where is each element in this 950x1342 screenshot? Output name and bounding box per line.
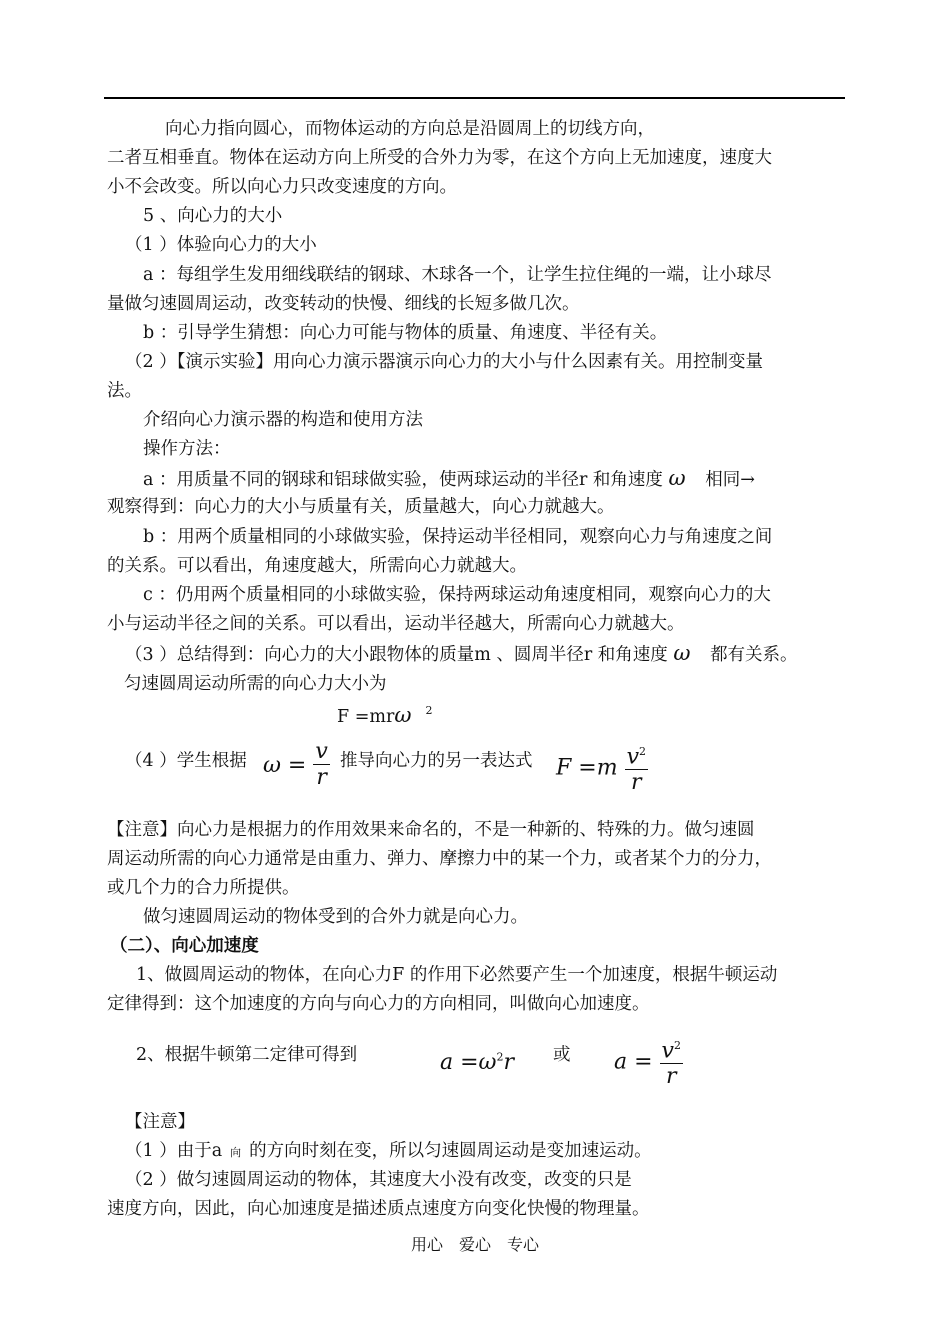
text-line: （4 ）学生根据 — [125, 751, 247, 771]
text-line: 2、根据牛顿第二定律可得到 — [136, 1045, 358, 1065]
numerator-var: v — [626, 744, 639, 770]
text-line: a ：每组学生发用细线联结的钢球、木球各一个，让学生拉住绳的一端，让小球尽 — [143, 265, 772, 285]
text-segment: a ：用质量不同的钢球和铝球做实验，使两球运动的半径r 和角速度 — [143, 470, 663, 490]
text-segment: （3 ）总结得到：向心力的大小跟物体的质量m 、圆周半径r 和角速度 — [125, 645, 668, 665]
subscript: 向 — [230, 1146, 242, 1159]
section-heading: （二）、向心加速度 — [110, 936, 259, 956]
formula-omega-v-r — [263, 740, 330, 791]
text-line: 或几个力的合力所提供。 — [107, 878, 300, 898]
text-segment: 相同→ — [705, 470, 755, 490]
formula-f-mv2-r — [556, 740, 648, 796]
formula-a-v2-r — [614, 1034, 683, 1090]
text-line: 向心力指向圆心，而物体运动的方向总是沿圆周上的切线方向， — [165, 119, 655, 139]
formula-centripetal-force — [337, 700, 432, 728]
subsection-heading: （1 ）体验向心力的大小 — [125, 235, 317, 255]
fraction — [313, 740, 329, 791]
formula-part: F =m — [556, 755, 618, 781]
header-rule — [104, 97, 845, 99]
text-segment: 都有关系。 — [710, 645, 798, 665]
section-heading: 5 、向心力的大小 — [143, 206, 283, 226]
note-line: 【注意】向心力是根据力的作用效果来命名的，不是一种新的、特殊的力。做匀速圆 — [107, 820, 755, 840]
note-heading: 【注意】 — [125, 1112, 195, 1132]
text-line: 推导向心力的另一表达式 — [340, 751, 533, 771]
text-line: 介绍向心力演示器的构造和使用方法 — [143, 410, 423, 430]
text-line: 小不会改变。所以向心力只改变速度的方向。 — [107, 177, 457, 197]
text-line: 操作方法： — [143, 439, 231, 459]
text-line: 法。 — [107, 381, 142, 401]
omega-symbol: ω — [394, 703, 412, 727]
exponent: 2 — [425, 704, 433, 717]
text-line: c ：仍用两个质量相同的小球做实验，保持两球运动角速度相同，观察向心力的大 — [143, 585, 771, 605]
text-line: 观察得到：向心力的大小与质量有关，质量越大，向心力就越大。 — [107, 497, 615, 517]
formula-part: a =ω — [440, 1050, 497, 1075]
text-line: 匀速圆周运动所需的向心力大小为 — [124, 674, 387, 694]
text-line: 二者互相垂直。物体在运动方向上所受的合外力为零，在这个方向上无加速度，速度大 — [107, 148, 772, 168]
formula-part: a = — [614, 1049, 653, 1075]
omega-symbol: ω — [668, 466, 686, 490]
denominator: r — [316, 765, 327, 790]
text-line: 小与运动半径之间的关系。可以看出，运动半径越大，所需向心力就越大。 — [107, 614, 685, 634]
text-line: 1、做圆周运动的物体，在向心力F 的作用下必然要产生一个加速度，根据牛顿运动 — [136, 965, 778, 985]
text-line — [125, 1140, 652, 1164]
text-line: 周运动所需的向心力通常是由重力、弹力、摩擦力中的某一个力，或者某个力的分力， — [107, 849, 772, 869]
page-footer: 用心 爱心 专心 — [410, 1235, 539, 1254]
text-line: 或 — [553, 1045, 571, 1065]
text-segment: 的方向时刻在变，所以匀速圆周运动是变加速运动。 — [249, 1141, 652, 1161]
exponent: 2 — [673, 1039, 681, 1052]
denominator: r — [631, 770, 642, 796]
text-line: 的关系。可以看出，角速度越大，所需向心力就越大。 — [107, 556, 527, 576]
text-line: b ：引导学生猜想：向心力可能与物体的质量、角速度、半径有关。 — [143, 323, 668, 343]
numerator — [660, 1034, 683, 1064]
fraction — [625, 740, 648, 796]
formula-a-omega2-r — [440, 1050, 514, 1075]
text-line: 做匀速圆周运动的物体受到的合外力就是向心力。 — [143, 907, 528, 927]
formula-part: F =mr — [337, 707, 395, 727]
text-line: 定律得到：这个加速度的方向与向心力的方向相同，叫做向心加速度。 — [107, 994, 650, 1014]
denominator: r — [666, 1064, 677, 1090]
text-segment: （1 ）由于a — [125, 1141, 223, 1161]
text-line: 量做匀速圆周运动，改变转动的快慢、细线的长短多做几次。 — [107, 294, 580, 314]
numerator — [625, 740, 648, 770]
text-line: （2 ）做匀速圆周运动的物体，其速度大小没有改变，改变的只是 — [125, 1170, 632, 1190]
formula-part: r — [503, 1050, 515, 1075]
exponent: 2 — [496, 1050, 504, 1064]
numerator: v — [315, 739, 328, 764]
text-line — [143, 467, 755, 491]
text-line: 速度方向，因此，向心加速度是描述质点速度方向变化快慢的物理量。 — [107, 1199, 650, 1219]
fraction — [660, 1034, 683, 1090]
exponent: 2 — [639, 745, 646, 758]
text-line — [125, 642, 798, 666]
formula-part: ω = — [263, 753, 307, 778]
omega-symbol: ω — [673, 641, 691, 665]
text-line: b ：用两个质量相同的小球做实验，保持运动半径相同，观察向心力与角速度之间 — [143, 527, 773, 547]
numerator-var: v — [661, 1038, 674, 1064]
subsection-heading: （2 ）【演示实验】用向心力演示器演示向心力的大小与什么因素有关。用控制变量 — [125, 352, 763, 372]
